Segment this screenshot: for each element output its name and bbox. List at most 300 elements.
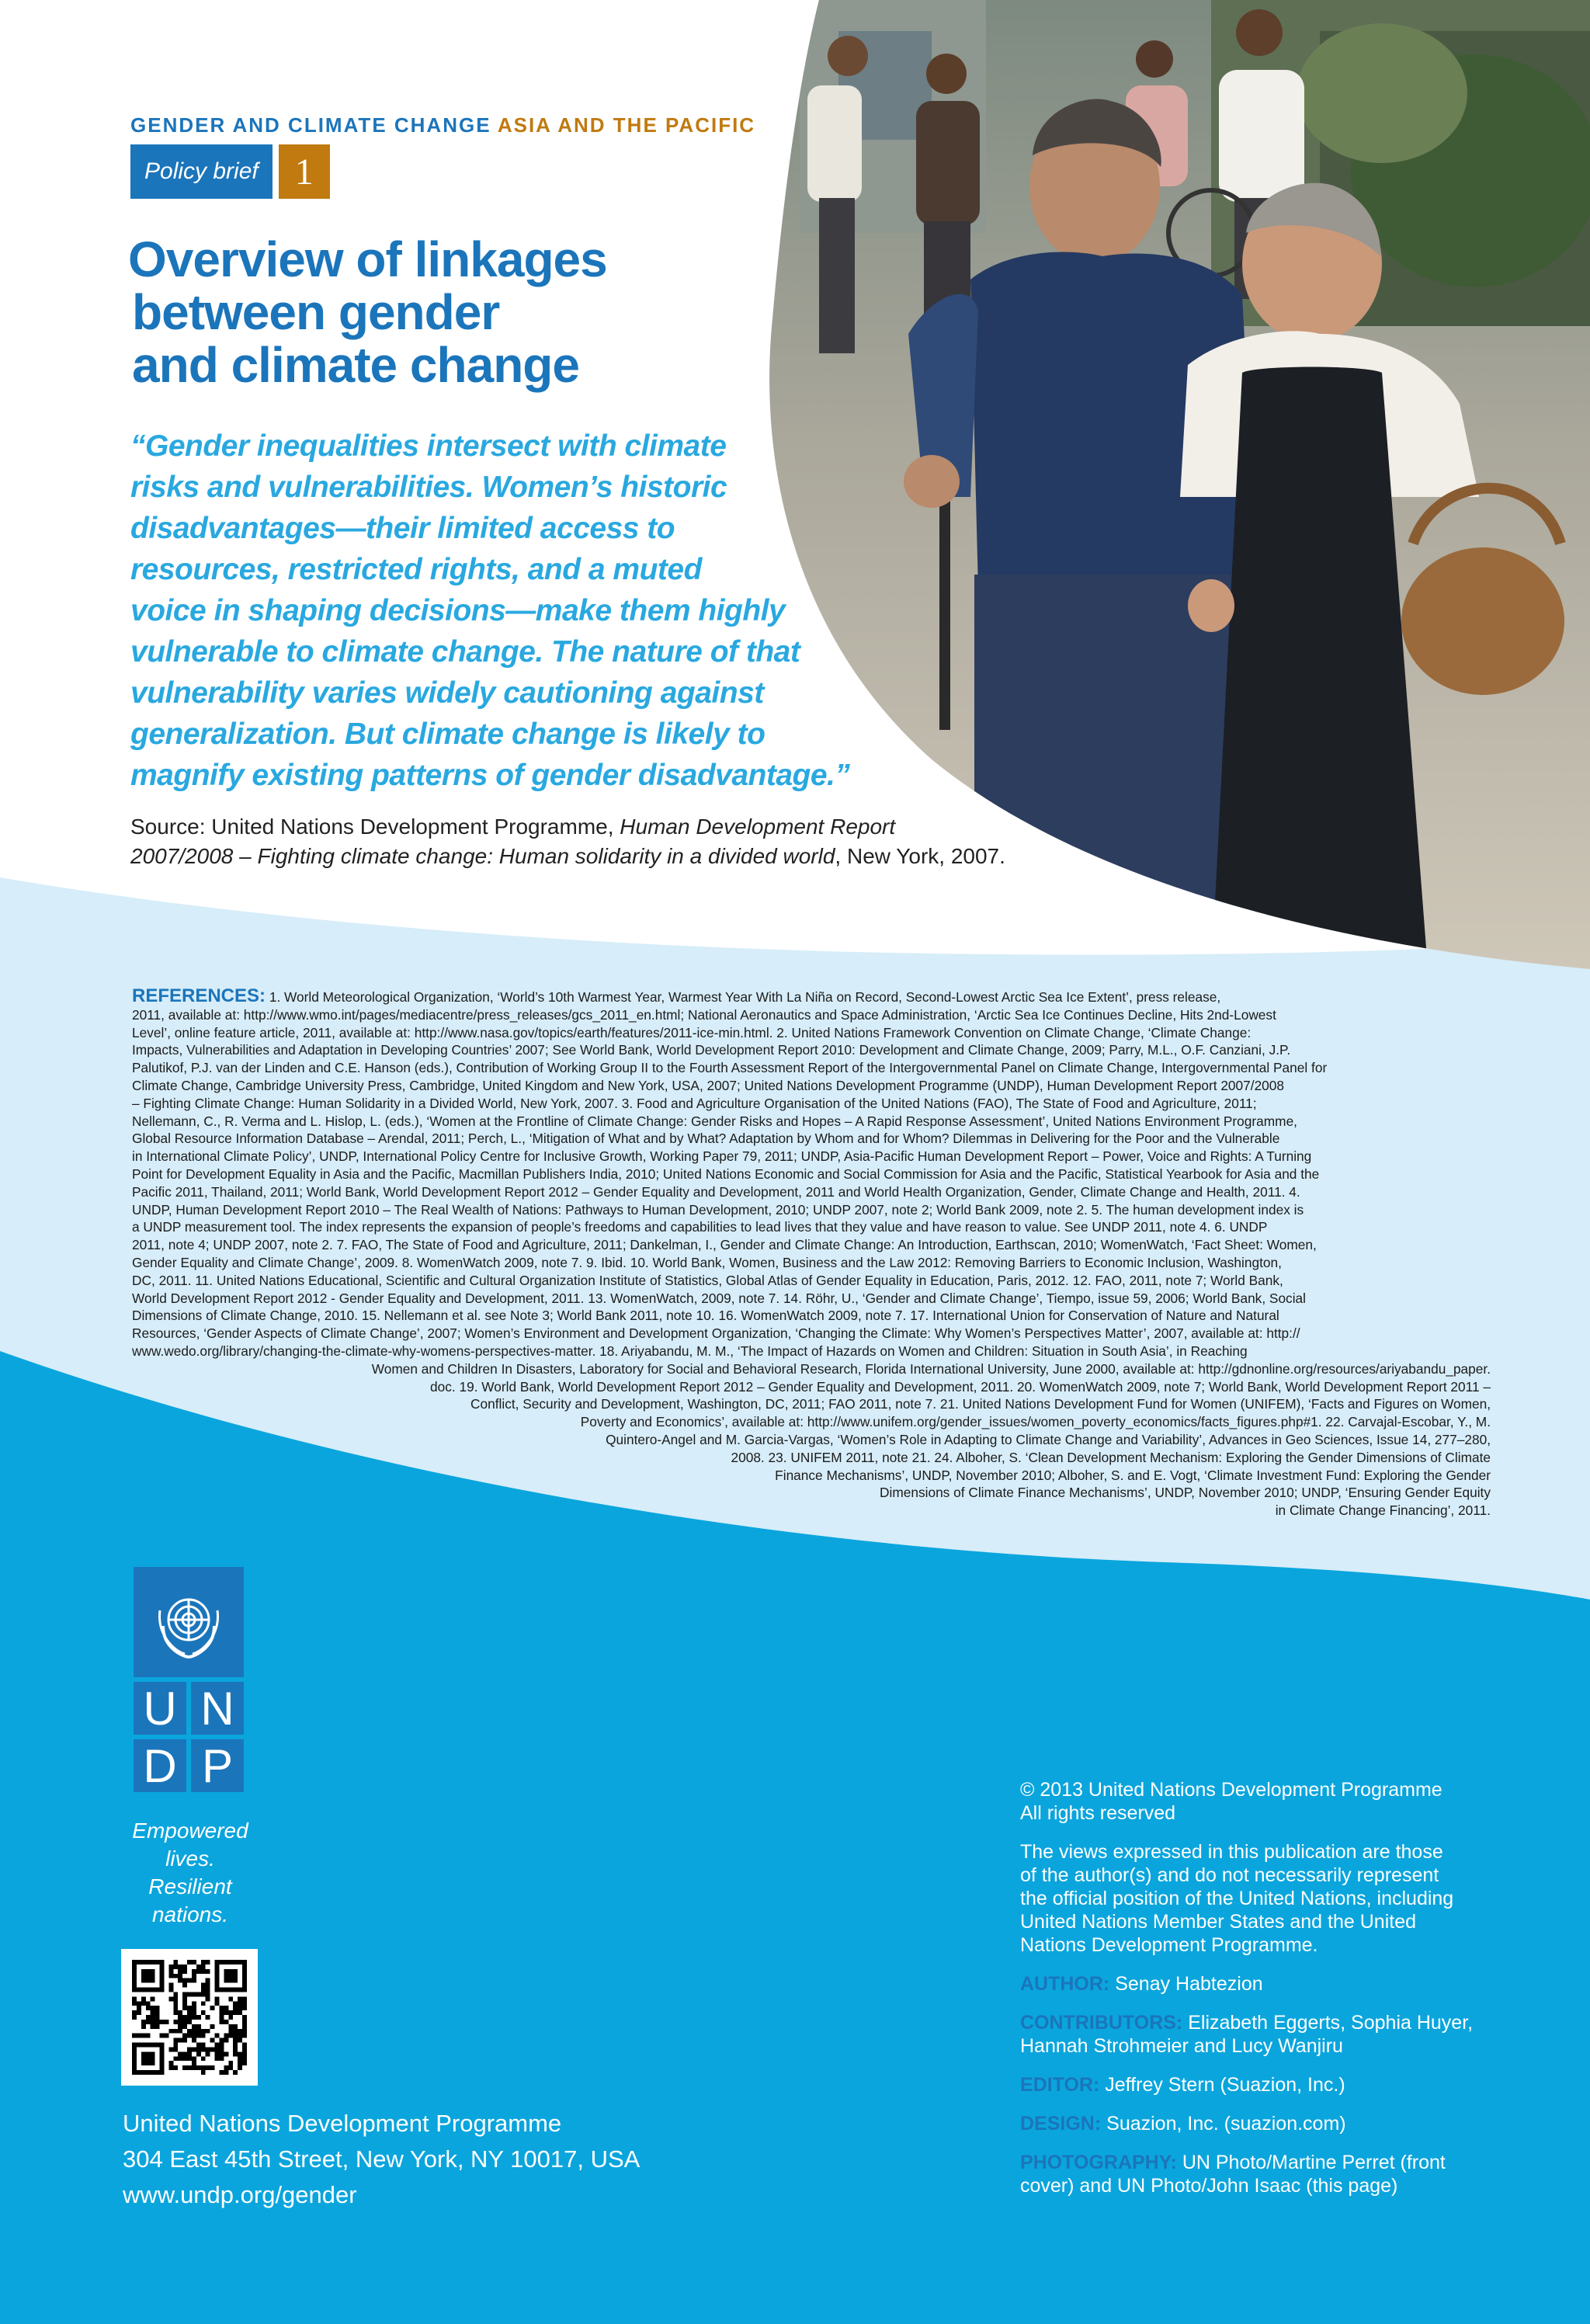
policy-brief-tag (130, 144, 330, 199)
reference-line: Impacts, Vulnerabilities and Adaptation in Developing Countries’ 2007; See World Bank, World Development Report 2010: Development and Climate Change, 2009; Parry, M.L., O.F. Canziani, J.P. (132, 1042, 1291, 1058)
un-emblem-icon (134, 1567, 244, 1677)
qr-module (201, 1969, 206, 1974)
qr-module (215, 2001, 220, 2006)
qr-module (178, 2015, 182, 2020)
qr-module (192, 1978, 196, 1983)
qr-module (192, 2061, 196, 2065)
source-line-1 (130, 812, 1062, 842)
qr-module (201, 2056, 206, 2061)
qr-module (151, 2024, 155, 2029)
reference-line: Global Resource Information Database – Arendal, 2011; Perch, L., ‘Mitigation of What and by What? Adaptation by Whom and for Whom? Dilemmas in Delivering for the Poor and the Vulnerable (132, 1131, 1280, 1147)
reference-line: Gender Equality and Climate Change’, 2009. 8. WomenWatch 2009, note 7. 9. Ibid. 10. World Bank, Women, Business and the Law 2012: Removing Barriers to Economic Inclusion, Washington, (132, 1254, 1282, 1270)
qr-module (160, 2020, 165, 2024)
reference-line: Poverty and Economics’, available at: http://www.unifem.org/gender_issues/women_poverty_economics/facts_figures.php#1. 22. Carvajal-Escobar, Y., M. (580, 1414, 1491, 1430)
qr-module (206, 2015, 210, 2020)
credit-design (1020, 2112, 1517, 2135)
qr-module (242, 2034, 247, 2038)
qr-module (206, 1978, 210, 1983)
quote-line: resources, restricted rights, and a muted (130, 553, 702, 586)
reference-line: UNDP, Human Development Report 2010 – The Real Wealth of Nations: Pathways to Human Development, 2010; UNDP 2007, note 2; World Bank 2009, note 2. 5. The human development index is (132, 1201, 1304, 1218)
credits-block (1020, 1778, 1517, 2213)
qr-module (146, 2006, 151, 2010)
qr-module (233, 2024, 238, 2029)
qr-module (219, 2010, 224, 2015)
qr-module (187, 2034, 192, 2038)
qr-module (224, 2006, 228, 2010)
reference-line: Quintero-Angel and M. Garcia-Vargas, ‘Women’s Role in Adapting to Climate Change and Variability’, Advances in Geo Sciences, Issue 14, 277–280, (606, 1431, 1491, 1447)
qr-module (182, 2051, 187, 2056)
reference-line: in Climate Change Financing’, 2011. (1275, 1502, 1491, 1519)
qr-module (192, 1969, 196, 1974)
qr-module (201, 2010, 206, 2015)
author-value: Senay Habtezion (1115, 1973, 1263, 1995)
qr-module (178, 2038, 182, 2043)
disclaimer-line: United Nations Member States and the United (1020, 1911, 1416, 1933)
disclaimer-line: the official position of the United Nations, including (1020, 1888, 1454, 1909)
title-line: between gender (132, 284, 500, 340)
source-report-subtitle: 2007/2008 – Fighting climate change: Human solidarity in a divided world (130, 844, 835, 868)
quote-line: vulnerability varies widely cautioning against (130, 676, 764, 710)
pull-quote (130, 426, 876, 796)
quote-line: magnify existing patterns of gender disadvantage.” (130, 759, 850, 792)
qr-module (182, 2020, 187, 2024)
disclaimer-line: of the author(s) and do not necessarily represent (1020, 1864, 1439, 1886)
copyright (1020, 1778, 1517, 1825)
disclaimer-line: Nations Development Programme. (1020, 1934, 1318, 1956)
undp-logo (134, 1567, 244, 1792)
qr-module (201, 2001, 206, 2006)
qr-module (187, 1960, 192, 1964)
qr-module (178, 2024, 182, 2029)
qr-module (187, 2010, 192, 2015)
qr-module (182, 2015, 187, 2020)
qr-module (168, 2061, 173, 2065)
qr-module (206, 2029, 210, 2034)
reference-line: Women and Children In Disasters, Laboratory for Social and Behavioral Research, Florida International University, June 2000, available at: http://gdnonline.org/resources/ariyabandu_paper. (371, 1360, 1491, 1377)
qr-module (182, 2034, 187, 2038)
qr-module (210, 2065, 215, 2070)
copyright-line: © 2013 United Nations Development Programme (1020, 1779, 1442, 1801)
qr-module (242, 2047, 247, 2051)
qr-module (187, 2020, 192, 2024)
qr-module (206, 2065, 210, 2070)
qr-module (242, 2029, 247, 2034)
qr-module (224, 2020, 228, 2024)
qr-module (228, 2024, 233, 2029)
qr-module (224, 2010, 228, 2015)
qr-module (192, 1960, 196, 1964)
qr-module (155, 2015, 160, 2020)
qr-module (201, 1983, 206, 1988)
series-header (130, 113, 755, 137)
quote-line: vulnerable to climate change. The nature of that (130, 635, 800, 669)
qr-module (168, 1996, 173, 2001)
logo-letter-u: U (134, 1682, 186, 1735)
quote-line: voice in shaping decisions—make them highly (130, 594, 786, 627)
qr-module (146, 2001, 151, 2006)
tagline-line: Empowered lives. (132, 1819, 248, 1871)
qr-module (168, 2029, 173, 2034)
qr-module (192, 2065, 196, 2070)
qr-module (192, 2024, 196, 2029)
qr-module (238, 2065, 242, 2070)
photography-label: PHOTOGRAPHY: (1020, 2152, 1177, 2173)
qr-module (173, 2065, 178, 2070)
qr-module (178, 1978, 182, 1983)
reference-line: 2008. 23. UNIFEM 2011, note 21. 24. Alboher, S. ‘Clean Development Mechanism: Exploring the Gender Dimensions of Climate (731, 1449, 1491, 1465)
qr-module (155, 2024, 160, 2029)
qr-module (182, 1978, 187, 1983)
qr-module (187, 2029, 192, 2034)
qr-module (178, 2056, 182, 2061)
title-line: Overview of linkages (128, 231, 607, 287)
quote-line: risks and vulnerabilities. Women’s historic (130, 471, 727, 504)
qr-module (196, 1964, 201, 1969)
qr-module (233, 2070, 238, 2075)
qr-module (141, 2051, 155, 2065)
quote-line: “Gender inequalities intersect with climate (130, 429, 727, 463)
reference-line: Conflict, Security and Development, Washington, DC, 2011; FAO 2011, note 7. 21. United Nations Development Fund for Women (UNIFEM), ‘Facts and Figures on Women, (470, 1396, 1491, 1412)
title-line: and climate change (132, 337, 579, 393)
qr-module (173, 2043, 178, 2048)
qr-module (132, 2015, 137, 2020)
qr-module (238, 1996, 242, 2001)
qr-module (178, 1969, 182, 1974)
qr-module (206, 1983, 210, 1988)
qr-module (201, 2029, 206, 2034)
qr-module (151, 2020, 155, 2024)
qr-module (233, 2047, 238, 2051)
reference-line: Climate Change, Cambridge University Press, Cambridge, United Kingdom and New York, USA, 2007; United Nations Development Programme (UNDP), Human Development Report 2007/2008 (132, 1077, 1285, 1093)
qr-module (173, 2047, 178, 2051)
qr-module (201, 2065, 206, 2070)
qr-module (201, 2043, 206, 2048)
qr-module (206, 1992, 210, 1996)
qr-module (192, 2006, 196, 2010)
qr-module (192, 2038, 196, 2043)
qr-module (168, 2065, 173, 2070)
qr-module (192, 2056, 196, 2061)
tagline-line: Resilient nations. (148, 1874, 232, 1926)
reference-line: doc. 19. World Bank, World Development Report 2012 – Gender Equality and Development, 2011. 20. WomenWatch 2009, note 7; World Bank, World Development Report 2011 – (430, 1378, 1491, 1395)
qr-module (219, 2047, 224, 2051)
qr-module (233, 2006, 238, 2010)
qr-module (173, 2038, 178, 2043)
qr-module (228, 2010, 233, 2015)
qr-module (151, 2010, 155, 2015)
qr-module (219, 2056, 224, 2061)
qr-module (215, 2034, 220, 2038)
qr-module (151, 2006, 155, 2010)
qr-module (192, 2010, 196, 2015)
reference-line: Level’, online feature article, 2011, available at: http://www.nasa.gov/topics/earth/features/2011-ice-min.html. 2. United Nations Framework Convention on Climate Change, ‘Climate Change: (132, 1024, 1252, 1040)
qr-module (192, 2034, 196, 2038)
qr-module (228, 2065, 233, 2070)
qr-module (173, 2020, 178, 2024)
contributors-line: Hannah Strohmeier and Lucy Wanjiru (1020, 2035, 1343, 2057)
org-website-link[interactable]: www.undp.org/gender (123, 2181, 357, 2208)
qr-module (206, 1996, 210, 2001)
qr-module (242, 2043, 247, 2048)
qr-module (173, 1992, 178, 1996)
qr-module (233, 2043, 238, 2048)
qr-module (182, 1969, 187, 1974)
qr-module (182, 1996, 187, 2001)
reference-line: Finance Mechanisms’, UNDP, November 2010; Alboher, S. and E. Vogt, ‘Climate Investment Fund: Exploring the Gender (775, 1467, 1491, 1483)
qr-module (182, 1964, 187, 1969)
qr-module (132, 1996, 137, 2001)
design-label: DESIGN: (1020, 2113, 1102, 2135)
org-name: United Nations Development Programme (123, 2110, 562, 2137)
qr-module (132, 2010, 137, 2015)
qr-module (173, 2001, 178, 2006)
qr-module (168, 1969, 173, 1974)
qr-module (173, 1960, 178, 1964)
qr-module (242, 2006, 247, 2010)
qr-module (173, 1974, 178, 1978)
photography-line: cover) and UN Photo/John Isaac (this page) (1020, 2175, 1398, 2197)
qr-module (196, 2034, 201, 2038)
qr-module (182, 2038, 187, 2043)
qr-module (233, 2051, 238, 2056)
qr-module (242, 2061, 247, 2065)
reference-line: Dimensions of Climate Change, 2010. 15. Nellemann et al. see Note 3; World Bank 2011, note 10. 16. WomenWatch 2009, note 7. 17. International Union for Conservation of Nature and Natural (132, 1308, 1279, 1324)
policy-brief-number: 1 (279, 144, 330, 199)
qr-module (187, 2006, 192, 2010)
qr-module (192, 2015, 196, 2020)
disclaimer (1020, 1840, 1517, 1957)
reference-line: – Fighting Climate Change: Human Solidarity in a Divided World, New York, 2007. 3. Food and Agriculture Organisation of the United Nations (FAO), The State of Food and Agriculture, 2011; (132, 1095, 1257, 1111)
qr-module (137, 2001, 141, 2006)
qr-module (215, 2056, 220, 2061)
org-address: 304 East 45th Street, New York, NY 10017, USA (123, 2145, 641, 2173)
qr-module (233, 2034, 238, 2038)
qr-module (219, 2006, 224, 2010)
credit-contributors (1020, 2011, 1517, 2058)
qr-module (242, 1996, 247, 2001)
qr-module (178, 2020, 182, 2024)
qr-module (182, 2056, 187, 2061)
qr-module (210, 2038, 215, 2043)
qr-module (196, 1969, 201, 1974)
qr-module (219, 2051, 224, 2056)
qr-module (196, 2047, 201, 2051)
reference-line: a UNDP measurement tool. The index represents the expansion of people’s freedoms and capabilities to lead lives that they value and have reason to value. See UNDP 2011, note 4. 6. UNDP (132, 1219, 1268, 1235)
photography-value: UN Photo/Martine Perret (front (1182, 2152, 1446, 2173)
qr-module (151, 1996, 155, 2001)
reference-line: 2011, note 4; UNDP 2007, note 2. 7. FAO, The State of Food and Agriculture, 2011; Dankelman, I., Gender and Climate Change: An Introduction, Earthscan, 2010; WomenWatch, ‘Fact Sheet: Women, (132, 1237, 1317, 1253)
qr-module (141, 1969, 155, 1983)
qr-module (141, 2024, 146, 2029)
qr-module (224, 2070, 228, 2075)
qr-module (196, 2015, 201, 2020)
qr-module (141, 2034, 146, 2038)
source-report-title: Human Development Report (620, 815, 896, 839)
qr-module (146, 2020, 151, 2024)
qr-module (196, 1992, 201, 1996)
credit-editor (1020, 2073, 1517, 2096)
qr-module (228, 2061, 233, 2065)
qr-module (182, 2006, 187, 2010)
qr-module (238, 2056, 242, 2061)
qr-module (137, 2034, 141, 2038)
qr-module (160, 2034, 165, 2038)
qr-module (192, 2001, 196, 2006)
logo-letter-n: N (191, 1682, 244, 1735)
qr-module (215, 2043, 220, 2048)
qr-module (224, 2065, 228, 2070)
qr-module (201, 2034, 206, 2038)
qr-module (206, 1960, 210, 1964)
qr-module (132, 2034, 137, 2038)
qr-module (215, 2047, 220, 2051)
reference-line: Pacific 2011, Thailand, 2011; World Bank, World Development Report 2012 – Gender Equality and Development, 2011 and World Health Organization, Gender, Climate Change and Health, 2011. 4. (132, 1183, 1300, 1200)
qr-module (196, 2051, 201, 2056)
qr-module (219, 2015, 224, 2020)
contributors-value: Elizabeth Eggerts, Sophia Huyer, (1188, 2012, 1474, 2034)
references-block (132, 985, 1491, 1520)
qr-module (196, 2043, 201, 2048)
qr-module (206, 2047, 210, 2051)
qr-module (224, 2038, 228, 2043)
qr-module (210, 2024, 215, 2029)
reference-line: Resources, ‘Gender Aspects of Climate Change’, 2007; Women’s Environment and Development Organization, ‘Changing the Climate: Why Women’s Perspectives Matter’, 2007, available at: http:// (132, 1325, 1300, 1342)
qr-module (233, 2010, 238, 2015)
qr-module (201, 1964, 206, 1969)
reference-line: in International Climate Policy’, UNDP, International Policy Centre for Inclusive Growth, Working Paper 79, 2011; UNDP, Asia-Pacific Human Development Report – Power, Voice and Rights: A Turning (132, 1148, 1312, 1165)
qr-module (233, 2001, 238, 2006)
qr-module (164, 2034, 168, 2038)
qr-module (228, 1996, 233, 2001)
qr-module (242, 2015, 247, 2020)
undp-letters (134, 1682, 244, 1792)
qr-module (196, 2065, 201, 2070)
qr-module (178, 2051, 182, 2056)
source-line-2 (130, 842, 1062, 871)
qr-code[interactable] (121, 1949, 258, 2086)
qr-module (215, 1996, 220, 2001)
qr-module (173, 2006, 178, 2010)
qr-module (233, 2029, 238, 2034)
references-heading: REFERENCES: (132, 985, 266, 1006)
qr-module (187, 1978, 192, 1983)
reference-text: 1. World Meteorological Organization, ‘World’s 10th Warmest Year, Warmest Year With La Niña on Record, Second-Lowest Arctic Sea Ice Extent’, press release, (266, 989, 1221, 1005)
qr-module (228, 2034, 233, 2038)
qr-module (242, 2051, 247, 2056)
qr-module (132, 2001, 137, 2006)
qr-module (164, 2020, 168, 2024)
qr-module (196, 2024, 201, 2029)
qr-module (192, 2029, 196, 2034)
qr-module (155, 2006, 160, 2010)
qr-module (242, 2056, 247, 2061)
qr-module (192, 1992, 196, 1996)
qr-module (187, 2015, 192, 2020)
quote-line: generalization. But climate change is likely to (130, 717, 765, 751)
qr-module (233, 2038, 238, 2043)
logo-letter-d: D (134, 1739, 186, 1792)
qr-module (224, 1969, 238, 1983)
qr-module (238, 2038, 242, 2043)
policy-brief-label: Policy brief (130, 144, 273, 199)
qr-module (242, 2001, 247, 2006)
copyright-line: All rights reserved (1020, 1802, 1176, 1824)
disclaimer-line: The views expressed in this publication are those (1020, 1841, 1443, 1863)
qr-module (219, 2020, 224, 2024)
qr-module (224, 2034, 228, 2038)
qr-module (187, 2047, 192, 2051)
reference-line: 2011, available at: http://www.wmo.int/pages/mediacentre/press_releases/gcs_2011_en.html; National Aeronautics and Space Administration, ‘Arctic Sea Ice Continues Decline, Hits 2nd-Lowest (132, 1006, 1276, 1023)
qr-module (201, 1992, 206, 1996)
qr-module (178, 2010, 182, 2015)
qr-module (146, 2015, 151, 2020)
qr-module (182, 2024, 187, 2029)
editor-value: Jeffrey Stern (Suazion, Inc.) (1105, 2074, 1345, 2096)
qr-module (182, 1992, 187, 1996)
qr-module (192, 2047, 196, 2051)
reference-line: Nellemann, C., R. Verma and L. Hislop, L. (eds.), ‘Women at the Frontline of Climate Change: Gender Risks and Hopes – A Rapid Response Assessment’, United Nations Environment Programme, (132, 1113, 1297, 1129)
series-title: GENDER AND CLIMATE CHANGE (130, 113, 491, 137)
qr-module (155, 2010, 160, 2015)
reference-line (132, 985, 1491, 1006)
contributors-label: CONTRIBUTORS: (1020, 2012, 1183, 2034)
qr-module (182, 2065, 187, 2070)
qr-module (141, 2001, 146, 2006)
qr-module (206, 2051, 210, 2056)
qr-module (173, 2056, 178, 2061)
qr-module (178, 2029, 182, 2034)
reference-line: Palutikof, P.J. van der Linden and C.E. Hanson (eds.), Contribution of Working Group II to the Fourth Assessment Report of the Intergovernmental Panel on Climate Change, Intergovernmental Panel for (132, 1060, 1328, 1076)
qr-module (173, 2010, 178, 2015)
source-prefix: Source: United Nations Development Programme, (130, 815, 620, 839)
qr-module (187, 2051, 192, 2056)
qr-module (201, 2070, 206, 2075)
quote-source (130, 812, 1062, 871)
qr-module (182, 1983, 187, 1988)
qr-module (146, 2034, 151, 2038)
qr-module (238, 2001, 242, 2006)
contact-info (123, 2106, 640, 2213)
qr-module (151, 2015, 155, 2020)
qr-module (141, 2020, 146, 2024)
qr-module (219, 2043, 224, 2048)
qr-module (187, 2056, 192, 2061)
qr-module (187, 1992, 192, 1996)
undp-tagline (109, 1817, 272, 1929)
qr-module (173, 2029, 178, 2034)
qr-module (242, 2020, 247, 2024)
qr-module (210, 2006, 215, 2010)
qr-module (206, 1969, 210, 1974)
qr-module (168, 1988, 173, 1992)
qr-module (238, 2061, 242, 2065)
qr-module (224, 2051, 228, 2056)
qr-module (228, 2015, 233, 2020)
qr-module (201, 1988, 206, 1992)
qr-module (168, 1983, 173, 1988)
photography-line (1020, 2151, 1517, 2174)
qr-module (137, 2010, 141, 2015)
qr-module (219, 2038, 224, 2043)
reference-line: www.wedo.org/library/changing-the-climate-why-womens-perspectives-matter. 18. Ariyabandu, M. M., ‘The Impact of Hazards on Women and Children: Situation in South Asia’, in Reaching (132, 1343, 1248, 1359)
source-suffix: , New York, 2007. (835, 844, 1005, 868)
reference-line: Dimensions of Climate Finance Mechanisms’, UNDP, November 2010; UNDP, ‘Ensuring Gender Equity (880, 1485, 1491, 1501)
reference-line: World Development Report 2012 - Gender Equality and Development, 2011. 13. WomenWatch, 2009, note 7. 14. Röhr, U., ‘Gender and Climate Change’, Tiempo, issue 59, 2006; World Bank, Social (132, 1290, 1306, 1306)
qr-module (187, 2065, 192, 2070)
qr-module (238, 2051, 242, 2056)
qr-module (238, 2029, 242, 2034)
page-title (128, 233, 718, 391)
